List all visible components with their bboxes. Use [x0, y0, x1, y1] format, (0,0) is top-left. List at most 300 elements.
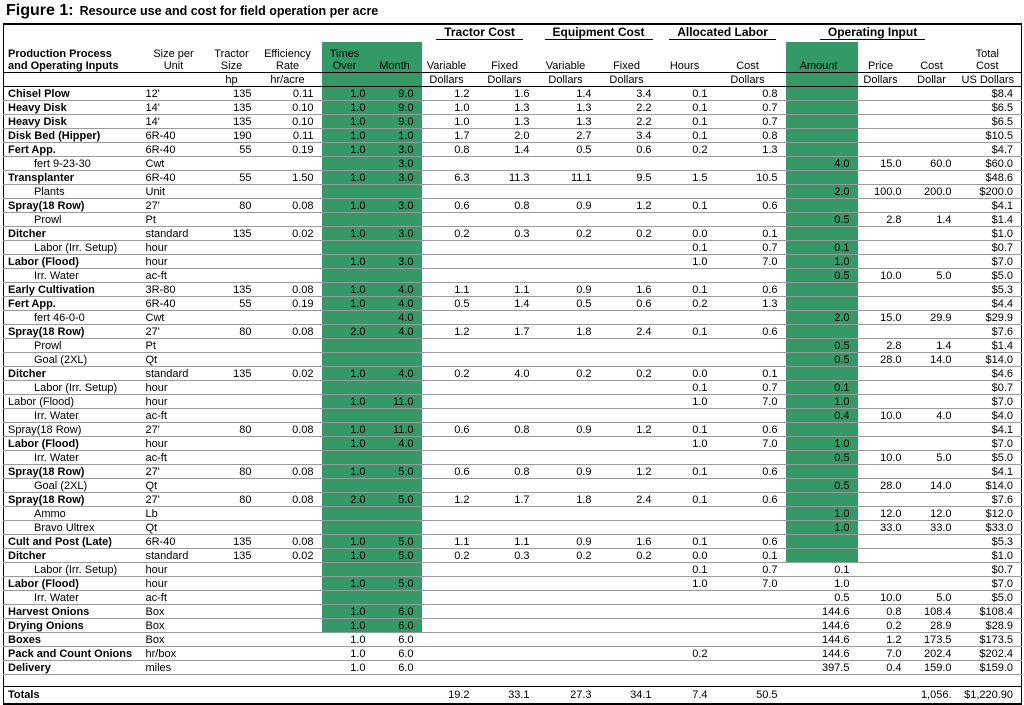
cell-efficiency — [260, 157, 322, 171]
cell-tractor-fixed — [478, 451, 538, 465]
cell-price — [858, 115, 910, 129]
cell-unit: hour — [144, 241, 210, 255]
cell-amount — [786, 367, 858, 381]
cell-labor-cost: 1.3 — [716, 297, 786, 311]
cell-tractor-fixed — [478, 507, 538, 521]
column-header-line: Unit — [163, 60, 184, 72]
cell-operation-name: Drying Onions — [4, 619, 144, 633]
cell-tractor-size: 55 — [210, 143, 260, 157]
cell-times-over: 1.0 — [322, 619, 374, 633]
cell-price: 100.0 — [858, 185, 910, 199]
cell-total: $202.4 — [960, 647, 1022, 661]
cell-amount — [786, 493, 858, 507]
cell-equip-variable — [538, 269, 600, 283]
cell-cost: 14.0 — [910, 479, 960, 493]
cell-price: 12.0 — [858, 507, 910, 521]
cell-tractor-fixed — [478, 521, 538, 535]
cell-amount: 144.6 — [786, 605, 858, 619]
cell-cost: 4.0 — [910, 409, 960, 423]
cell-tractor-variable: 1.1 — [422, 283, 478, 297]
cell-tractor-fixed — [478, 213, 538, 227]
cell-labor-hours: 0.1 — [660, 241, 716, 255]
cell-month — [374, 563, 422, 577]
cell-times-over: 1.0 — [322, 199, 374, 213]
cell-cost: 33.0 — [910, 521, 960, 535]
cell-labor-cost: 0.6 — [716, 199, 786, 213]
unit-label-row — [4, 73, 1022, 87]
column-header-line: Amount — [799, 60, 838, 72]
cell-equip-fixed: 2.2 — [600, 115, 660, 129]
table-row-plants — [4, 185, 1022, 199]
cell-cost — [910, 437, 960, 451]
cell-tractor-variable — [422, 591, 478, 605]
cell-efficiency — [260, 255, 322, 269]
cell-price — [858, 241, 910, 255]
cell-times-over — [322, 563, 374, 577]
cell-cost: 159.0 — [910, 661, 960, 675]
cell-tractor-fixed: 1.6 — [478, 87, 538, 101]
cell-cost: 5.0 — [910, 591, 960, 605]
cell-tractor-fixed: 1.3 — [478, 115, 538, 129]
cell-month: 6.0 — [374, 661, 422, 675]
cell-tractor-fixed: 0.8 — [478, 423, 538, 437]
cell-labor-cost: 0.1 — [716, 227, 786, 241]
cell-equip-variable — [538, 577, 600, 591]
cell-price: 1.2 — [858, 633, 910, 647]
table-row-pack-and-count-onions — [4, 647, 1022, 661]
cell-total: $7.0 — [960, 395, 1022, 409]
unit-header-blank — [4, 73, 144, 87]
cell-labor-cost: 0.7 — [716, 381, 786, 395]
column-header-production-process-and-operating-inputs — [4, 42, 144, 73]
cell-times-over — [322, 507, 374, 521]
cell-unit: Box — [144, 619, 210, 633]
cell-amount: 4.0 — [786, 157, 858, 171]
cell-labor-cost: 0.6 — [716, 325, 786, 339]
cell-equip-variable — [538, 255, 600, 269]
cell-unit: hr/box — [144, 647, 210, 661]
cell-labor-cost: 7.0 — [716, 395, 786, 409]
cell-tractor-fixed: 0.8 — [478, 465, 538, 479]
cell-equip-fixed — [600, 507, 660, 521]
spacer-row — [4, 675, 1022, 687]
cell-tractor-variable — [422, 619, 478, 633]
unit-header-dollars: Dollars — [422, 73, 478, 87]
cell-total: $1.4 — [960, 339, 1022, 353]
cell-unit: Cwt — [144, 157, 210, 171]
group-header-allocated-labor — [660, 24, 786, 42]
cell-tractor-size — [210, 185, 260, 199]
cell-equip-variable: 0.5 — [538, 143, 600, 157]
cell-price — [858, 283, 910, 297]
cell-cost: 108.4 — [910, 605, 960, 619]
cell-labor-hours — [660, 353, 716, 367]
cell-total: $12.0 — [960, 507, 1022, 521]
cell-amount — [786, 199, 858, 213]
cell-times-over: 1.0 — [322, 577, 374, 591]
column-header-line: Rate — [275, 60, 300, 72]
cell-tractor-variable: 0.6 — [422, 423, 478, 437]
cell-total: $33.0 — [960, 521, 1022, 535]
cell-efficiency — [260, 591, 322, 605]
cell-month — [374, 339, 422, 353]
cell-operation-name: Labor (Irr. Setup) — [4, 241, 144, 255]
cell-month: 6.0 — [374, 633, 422, 647]
cell-total: $1.0 — [960, 227, 1022, 241]
cell-unit: 27' — [144, 493, 210, 507]
cell-labor-cost — [716, 605, 786, 619]
cell-labor-hours — [660, 661, 716, 675]
cell-tractor-fixed — [478, 479, 538, 493]
cell-tractor-variable — [422, 437, 478, 451]
cell-month: 3.0 — [374, 143, 422, 157]
cell-total: $159.0 — [960, 661, 1022, 675]
cell-tractor-variable — [422, 507, 478, 521]
cell-efficiency: 0.10 — [260, 101, 322, 115]
column-header-line: Over — [332, 60, 357, 72]
cell-equip-variable: 11.1 — [538, 171, 600, 185]
cell-operation-name: Harvest Onions — [4, 605, 144, 619]
cell-tractor-variable — [422, 395, 478, 409]
cell-operation-name: fert 46-0-0 — [4, 311, 144, 325]
cell-total: $6.5 — [960, 115, 1022, 129]
cell-cost — [910, 87, 960, 101]
cell-price — [858, 227, 910, 241]
cell-tractor-fixed: 1.7 — [478, 325, 538, 339]
cell-price: 28.0 — [858, 353, 910, 367]
cell-tractor-size: 80 — [210, 423, 260, 437]
cell-price: 10.0 — [858, 409, 910, 423]
cell-labor-cost — [716, 619, 786, 633]
column-header-line: and Operating Inputs — [8, 60, 119, 72]
cell-amount: 1.0 — [786, 437, 858, 451]
cell-equip-fixed — [600, 409, 660, 423]
table-row-drying-onions — [4, 619, 1022, 633]
cell-labor-hours — [660, 605, 716, 619]
table-row-cult-and-post-late — [4, 535, 1022, 549]
cell-cost — [910, 577, 960, 591]
cell-tractor-variable: 1.1 — [422, 535, 478, 549]
unit-header-hp: hp — [210, 73, 260, 87]
total-labor-hours: 7.4 — [692, 689, 708, 701]
cell-equip-variable — [538, 633, 600, 647]
cell-tractor-variable — [422, 311, 478, 325]
cell-labor-hours — [660, 451, 716, 465]
cell-labor-cost: 0.8 — [716, 87, 786, 101]
cell-amount: 1.0 — [786, 577, 858, 591]
cell-month: 4.0 — [374, 311, 422, 325]
cell-operation-name: Irr. Water — [4, 409, 144, 423]
cell-month — [374, 241, 422, 255]
column-header-line: Size — [220, 60, 243, 72]
cell-labor-cost — [716, 311, 786, 325]
column-header-times-over — [322, 42, 374, 73]
cell-labor-hours: 0.1 — [660, 199, 716, 213]
cell-amount: 0.5 — [786, 591, 858, 605]
cell-unit: Qt — [144, 353, 210, 367]
cell-unit: 6R-40 — [144, 171, 210, 185]
cell-total: $0.7 — [960, 381, 1022, 395]
cell-times-over: 1.0 — [322, 647, 374, 661]
cell-labor-hours — [660, 479, 716, 493]
cell-unit: 12' — [144, 87, 210, 101]
cell-labor-cost: 0.7 — [716, 563, 786, 577]
cell-labor-cost: 0.6 — [716, 465, 786, 479]
cell-month: 5.0 — [374, 535, 422, 549]
cell-month: 5.0 — [374, 493, 422, 507]
cell-equip-variable: 0.2 — [538, 549, 600, 563]
cell-total: $5.3 — [960, 283, 1022, 297]
column-header-month — [374, 42, 422, 73]
cell-unit: Qt — [144, 521, 210, 535]
cell-amount: 144.6 — [786, 647, 858, 661]
cell-total: $1.0 — [960, 549, 1022, 563]
cell-equip-variable: 0.2 — [538, 367, 600, 381]
cell-tractor-size — [210, 157, 260, 171]
cell-efficiency — [260, 339, 322, 353]
cell-price — [858, 423, 910, 437]
table-row-labor-flood — [4, 577, 1022, 591]
table-row-boxes — [4, 633, 1022, 647]
cell-unit: hour — [144, 381, 210, 395]
cell-labor-hours — [660, 213, 716, 227]
cell-cost: 5.0 — [910, 269, 960, 283]
cell-cost: 5.0 — [910, 451, 960, 465]
cell-tractor-variable — [422, 255, 478, 269]
cell-price: 0.2 — [858, 619, 910, 633]
cell-times-over: 1.0 — [322, 423, 374, 437]
column-header-fixed — [478, 42, 538, 73]
cell-price: 2.8 — [858, 213, 910, 227]
cell-tractor-size: 55 — [210, 171, 260, 185]
cell-amount: 0.1 — [786, 381, 858, 395]
cell-tractor-fixed — [478, 619, 538, 633]
cell-tractor-size — [210, 381, 260, 395]
cell-month: 1.0 — [374, 129, 422, 143]
cell-times-over — [322, 241, 374, 255]
cell-equip-fixed — [600, 157, 660, 171]
cell-total: $108.4 — [960, 605, 1022, 619]
cell-tractor-size — [210, 395, 260, 409]
cell-unit: ac-ft — [144, 591, 210, 605]
cell-unit: Cwt — [144, 311, 210, 325]
cell-price — [858, 437, 910, 451]
cell-tractor-variable: 0.6 — [422, 465, 478, 479]
cell-equip-fixed: 2.4 — [600, 493, 660, 507]
cell-tractor-size: 80 — [210, 325, 260, 339]
table-row-irr-water — [4, 591, 1022, 605]
cell-equip-variable: 1.8 — [538, 493, 600, 507]
cell-tractor-fixed — [478, 255, 538, 269]
cell-tractor-size — [210, 605, 260, 619]
cell-cost — [910, 227, 960, 241]
cell-equip-fixed: 2.4 — [600, 325, 660, 339]
cell-efficiency: 0.08 — [260, 535, 322, 549]
cell-unit: standard — [144, 549, 210, 563]
column-header-line: Total — [975, 48, 999, 60]
cell-efficiency — [260, 521, 322, 535]
cell-operation-name: Goal (2XL) — [4, 353, 144, 367]
cell-tractor-fixed: 0.3 — [478, 227, 538, 241]
column-header-line: Size per — [153, 48, 194, 60]
cell-amount — [786, 101, 858, 115]
cell-month: 4.0 — [374, 437, 422, 451]
cell-amount — [786, 115, 858, 129]
cell-tractor-size — [210, 479, 260, 493]
cell-labor-hours: 0.1 — [660, 423, 716, 437]
cell-price: 2.8 — [858, 339, 910, 353]
group-header-row — [4, 24, 1022, 42]
table-row-goal-2xl — [4, 479, 1022, 493]
cell-total: $60.0 — [960, 157, 1022, 171]
cell-labor-hours — [660, 521, 716, 535]
table-row-irr-water — [4, 451, 1022, 465]
cell-labor-cost — [716, 157, 786, 171]
cell-times-over: 1.0 — [322, 143, 374, 157]
cell-unit: ac-ft — [144, 409, 210, 423]
cell-labor-cost: 0.7 — [716, 101, 786, 115]
cell-efficiency — [260, 577, 322, 591]
cell-total: $28.9 — [960, 619, 1022, 633]
column-header-line: Tractor — [214, 48, 249, 60]
cell-tractor-size — [210, 451, 260, 465]
cell-tractor-variable: 1.7 — [422, 129, 478, 143]
cell-unit: 6R-40 — [144, 535, 210, 549]
table-row-harvest-onions — [4, 605, 1022, 619]
cell-equip-fixed — [600, 661, 660, 675]
totals-label: Totals — [8, 689, 40, 701]
cell-tractor-size — [210, 241, 260, 255]
table-row-labor-flood — [4, 437, 1022, 451]
cell-month — [374, 591, 422, 605]
cell-efficiency — [260, 507, 322, 521]
cell-equip-variable — [538, 381, 600, 395]
cell-amount — [786, 143, 858, 157]
cell-cost — [910, 395, 960, 409]
cell-tractor-variable: 0.2 — [422, 549, 478, 563]
cell-price — [858, 143, 910, 157]
cell-unit: 14' — [144, 101, 210, 115]
cell-price — [858, 87, 910, 101]
cell-labor-cost — [716, 269, 786, 283]
table-row-spray-18-row — [4, 423, 1022, 437]
cell-unit: hour — [144, 577, 210, 591]
cell-equip-variable — [538, 185, 600, 199]
resource-cost-table — [3, 23, 1022, 705]
table-row-chisel-plow — [4, 87, 1022, 101]
total-unit — [144, 687, 210, 705]
cell-amount: 0.1 — [786, 563, 858, 577]
cell-equip-fixed — [600, 395, 660, 409]
cell-tractor-variable — [422, 353, 478, 367]
cell-equip-variable: 0.9 — [538, 423, 600, 437]
cell-efficiency — [260, 353, 322, 367]
cell-equip-fixed — [600, 241, 660, 255]
cell-total: $4.1 — [960, 199, 1022, 213]
cell-price — [858, 171, 910, 185]
unit-header-hr-acre: hr/acre — [260, 73, 322, 87]
cell-equip-fixed — [600, 563, 660, 577]
cell-labor-hours — [660, 339, 716, 353]
cell-labor-cost — [716, 647, 786, 661]
table-row-spray-18-row — [4, 199, 1022, 213]
cell-times-over: 2.0 — [322, 325, 374, 339]
cell-tractor-variable — [422, 213, 478, 227]
cell-equip-fixed — [600, 591, 660, 605]
cell-unit: 6R-40 — [144, 143, 210, 157]
cell-total: $6.5 — [960, 101, 1022, 115]
cell-tractor-variable: 0.8 — [422, 143, 478, 157]
column-header-line: Fixed — [491, 60, 518, 72]
cell-tractor-fixed — [478, 395, 538, 409]
cell-operation-name: Irr. Water — [4, 591, 144, 605]
cell-times-over: 1.0 — [322, 661, 374, 675]
cell-operation-name: Ditcher — [4, 227, 144, 241]
cell-tractor-variable: 1.0 — [422, 101, 478, 115]
cell-total: $8.4 — [960, 87, 1022, 101]
cell-labor-hours: 1.0 — [660, 395, 716, 409]
cell-labor-hours — [660, 185, 716, 199]
cell-month — [374, 381, 422, 395]
table-row-irr-water — [4, 269, 1022, 283]
table-row-ditcher — [4, 549, 1022, 563]
cell-efficiency — [260, 563, 322, 577]
cell-times-over: 1.0 — [322, 437, 374, 451]
cell-month: 9.0 — [374, 87, 422, 101]
cell-efficiency — [260, 395, 322, 409]
cell-operation-name: Transplanter — [4, 171, 144, 185]
cell-total: $29.9 — [960, 311, 1022, 325]
cell-cost: 12.0 — [910, 507, 960, 521]
cell-efficiency — [260, 213, 322, 227]
cell-equip-fixed — [600, 479, 660, 493]
cell-operation-name: Delivery — [4, 661, 144, 675]
column-header-line: Cost — [975, 60, 999, 72]
cell-equip-variable: 1.3 — [538, 101, 600, 115]
cell-tractor-size — [210, 563, 260, 577]
cell-price — [858, 563, 910, 577]
cell-cost — [910, 143, 960, 157]
cell-labor-cost: 0.7 — [716, 241, 786, 255]
cell-tractor-size — [210, 409, 260, 423]
cell-labor-cost: 0.8 — [716, 129, 786, 143]
table-row-labor-flood — [4, 395, 1022, 409]
cell-price — [858, 577, 910, 591]
cell-tractor-size — [210, 269, 260, 283]
cell-unit: hour — [144, 437, 210, 451]
cell-operation-name: Labor (Irr. Setup) — [4, 563, 144, 577]
cell-efficiency — [260, 633, 322, 647]
cell-equip-fixed: 9.5 — [600, 171, 660, 185]
cell-tractor-size — [210, 647, 260, 661]
cell-labor-cost — [716, 661, 786, 675]
table-row-heavy-disk — [4, 101, 1022, 115]
cell-tractor-variable — [422, 563, 478, 577]
cell-amount — [786, 297, 858, 311]
cell-tractor-variable: 1.0 — [422, 115, 478, 129]
cell-equip-variable — [538, 563, 600, 577]
cell-price: 0.8 — [858, 605, 910, 619]
column-label-row — [4, 42, 1022, 73]
total-labor-cost: 50.5 — [756, 689, 778, 701]
cell-amount: 0.4 — [786, 409, 858, 423]
table-row-heavy-disk — [4, 115, 1022, 129]
cell-times-over — [322, 311, 374, 325]
cell-amount: 2.0 — [786, 185, 858, 199]
column-header-line: Times — [329, 48, 360, 60]
cell-price: 0.4 — [858, 661, 910, 675]
cell-cost: 173.5 — [910, 633, 960, 647]
